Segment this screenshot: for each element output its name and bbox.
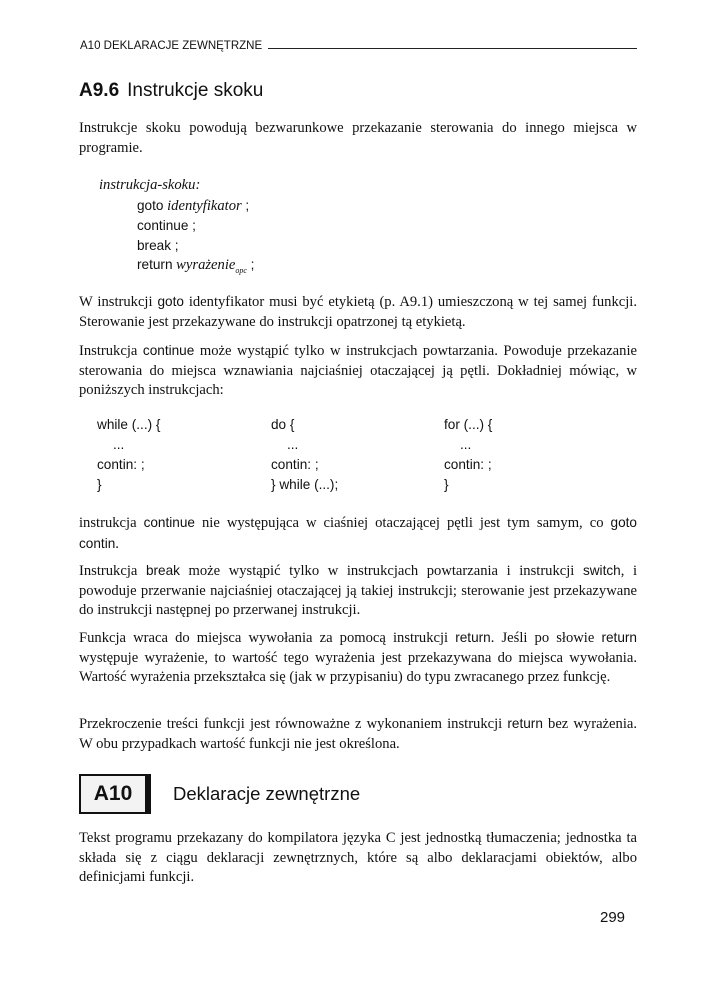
grammar-return: return wyrażenie$_{opc}$ ;	[137, 257, 255, 275]
section-heading	[79, 80, 263, 102]
loop-for: for (...) { ... contin: ; }	[444, 417, 493, 492]
paragraph-equivalence: instrukcja continue nie występująca w ciaśniej otaczającej pętli jest tym samym, co goto contin.	[79, 515, 637, 552]
paragraph-chapter: Tekst programu przekazany do kompilatora języka C jest jednostką tłumaczenia; jednostka ta składa się z ciągu deklaracji zewnętrznych, które są albo deklaracjami obiektów, albo definicjami funkcji.	[79, 830, 637, 885]
section-number: A9.6	[79, 80, 120, 101]
intro-paragraph: Instrukcje skoku powodują bezwarunkowe przekazanie sterowania do innego miejsca w programie.	[79, 120, 637, 156]
chapter-heading	[79, 774, 360, 814]
grammar-continue: continue ;	[137, 218, 196, 233]
page-number: 299	[600, 909, 626, 926]
section-title: Instrukcje skoku	[127, 80, 264, 101]
paragraph-continue: Instrukcja continue może wystąpić tylko w instrukcjach powtarzania. Powoduje przekazanie sterowania do miejsca wznawiania najciaśniej otaczającej ją pętli. Dokładniej mówiąc, w poniższych instrukcjach:	[79, 343, 637, 398]
grammar-label: instrukcja-skoku:	[99, 177, 201, 193]
running-title: A10 DEKLARACJE ZEWNĘTRZNE	[80, 40, 263, 52]
paragraph-goto: W instrukcji goto identyfikator musi być etykietą (p. A9.1) umieszczoną w tej samej funkcji. Sterowanie jest przekazywane do instrukcji opatrzonej tą etykietą.	[79, 294, 637, 330]
running-header	[80, 40, 637, 52]
paragraph-break: Instrukcja break może wystąpić tylko w instrukcjach powtarzania i instrukcji switch, i powoduje przerwanie najciaśniej otaczającej ją takiej instrukcji; sterowanie jest przekazywane do instrukcji następnej po przerwanej instrukcji.	[79, 563, 637, 618]
grammar-block	[99, 176, 254, 280]
chapter-number-box: A10	[79, 774, 151, 814]
loop-while: while (...) { ... contin: ; }	[97, 417, 161, 492]
grammar-goto: goto identyfikator ;	[137, 197, 250, 214]
chapter-title: Deklaracje zewnętrzne	[173, 783, 361, 804]
loop-do: do { ... contin: ; } while (...);	[271, 417, 339, 492]
grammar-break: break ;	[137, 237, 179, 253]
header-rule	[268, 48, 637, 49]
paragraph-end: Przekroczenie treści funkcji jest równoważne z wykonaniem instrukcji return bez wyrażenia. W obu przypadkach wartość funkcji nie jest określona.	[79, 716, 637, 752]
paragraph-return: Funkcja wraca do miejsca wywołania za pomocą instrukcji return. Jeśli po słowie return występuje wyrażenie, to wartość tego wyrażenia jest przekazywana do miejsca wywołania. Wartość wyrażenia przekształca się (jak w przypisaniu) do typu zwracanego przez funkcję.	[79, 630, 637, 685]
